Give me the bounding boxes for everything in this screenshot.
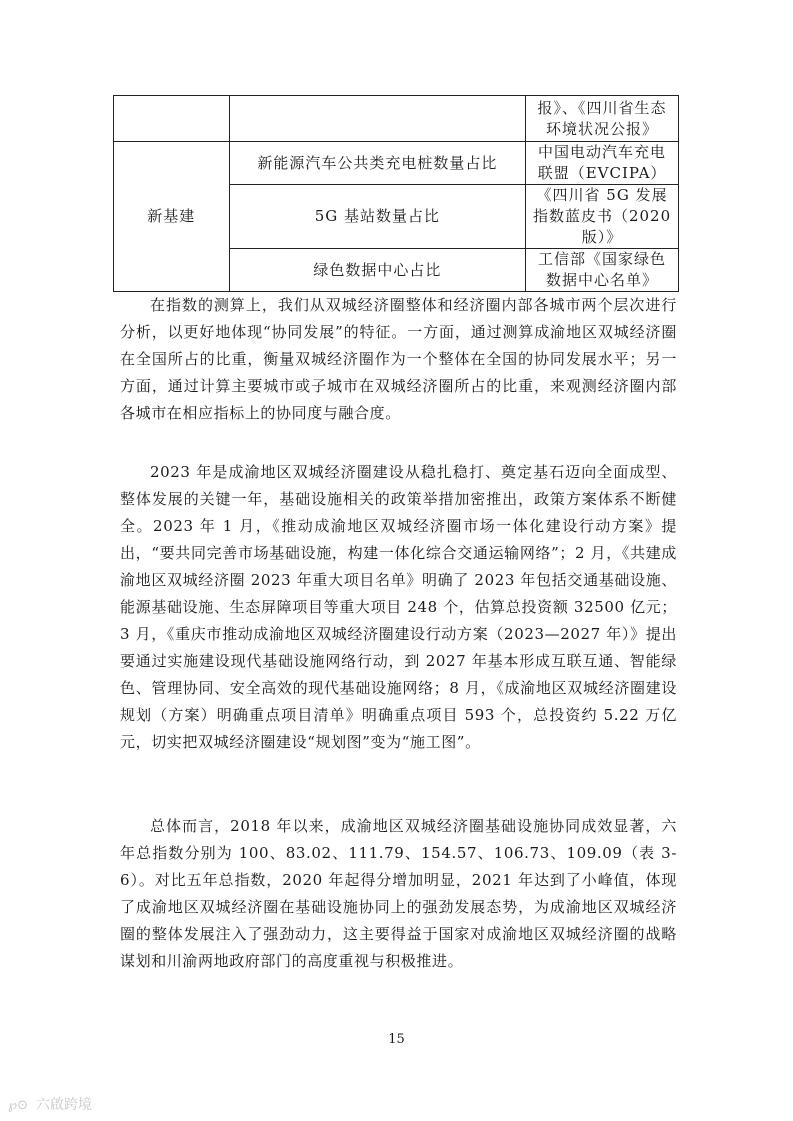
indicator-table [113, 95, 679, 292]
table-cell-source: 中国电动汽车充电联盟（EVCIPA） [526, 142, 679, 185]
table-row [114, 142, 679, 185]
table-cell-empty [114, 96, 230, 142]
table-cell-empty [229, 96, 525, 142]
page-number: 15 [388, 1032, 405, 1047]
table-cell-source: 报》、《四川省生态环境状况公报》 [526, 96, 679, 142]
table-cell-source: 工信部《国家绿色数据中心名单》 [526, 249, 679, 292]
paragraph-policy: 2023 年是成渝地区双城经济圈建设从稳扎稳打、奠定基石迈向全面成型、整体发展的关键一年，基础设施相关的政策举措加密推出，政策方案体系不断健全。2023 年 1 月，《推动成渝地区双城经济圈市场一体化建设行动方案》提出，“要共同完善市场基础设施，构建一体化综合交通运输网络”；2 月，《共建成渝地区双城经济圈 2023 年重大项目名单》明确了 2023 年包括交通基础设施、能源基础设施、生态屏障项目等重大项目 248 个，估算总投资额 32500 亿元；3 月，《重庆市推动成渝地区双城经济圈建设行动方案（2023—2027 年）》提出要通过实施建设现代基础设施网络行动，到 2027 年基本形成互联互通、智能绿色、管理协同、安全高效的现代基础设施网络；8 月，《成渝地区双城经济圈建设规划（方案）明确重点项目清单》明确重点项目 593 个，总投资约 5.22 万亿元，切实把双城经济圈建设“规划图”变为“施工图”。 [120, 463, 677, 751]
svg-text:℘⊙: ℘⊙ [8, 1098, 28, 1113]
paragraph-summary: 总体而言，2018 年以来，成渝地区双城经济圈基础设施协同成效显著，六年总指数分别为 100、83.02、111.79、154.57、106.73、109.09（表 3-6）。对比五年总指数，2020 年起得分增加明显，2021 年达到了小峰值，体现了成渝地区双城经济圈在基础设施协同上的强劲发展态势，为成渝地区双城经济圈的整体发展注入了强劲动力，这主要得益于国家对成渝地区双城经济圈的战略谋划和川渝两地政府部门的高度重视与积极推进。 [120, 817, 677, 970]
paragraph-method: 在指数的测算上，我们从双城经济圈整体和经济圈内部各城市两个层次进行分析，以更好地体现“协同发展”的特征。一方面，通过测算成渝地区双城经济圈在全国所占的比重，衡量双城经济圈作为一个整体在全国的协同发展水平；另一方面，通过计算主要城市或子城市在双城经济圈所占的比重，来观测经济圈内部各城市在相应指标上的协同度与融合度。 [120, 296, 677, 422]
table-row [114, 96, 679, 142]
table-cell-indicator: 5G 基站数量占比 [229, 185, 525, 249]
table-cell-indicator: 新能源汽车公共类充电桩数量占比 [229, 142, 525, 185]
watermark [8, 1094, 128, 1114]
table-cell-group: 新基建 [114, 142, 230, 292]
table-cell-indicator: 绿色数据中心占比 [229, 249, 525, 292]
svg-text:六啟跨境: 六啟跨境 [36, 1097, 92, 1113]
watermark-logo-icon [8, 1094, 128, 1114]
table-cell-source: 《四川省 5G 发展指数蓝皮书（2020 版）》 [526, 185, 679, 249]
